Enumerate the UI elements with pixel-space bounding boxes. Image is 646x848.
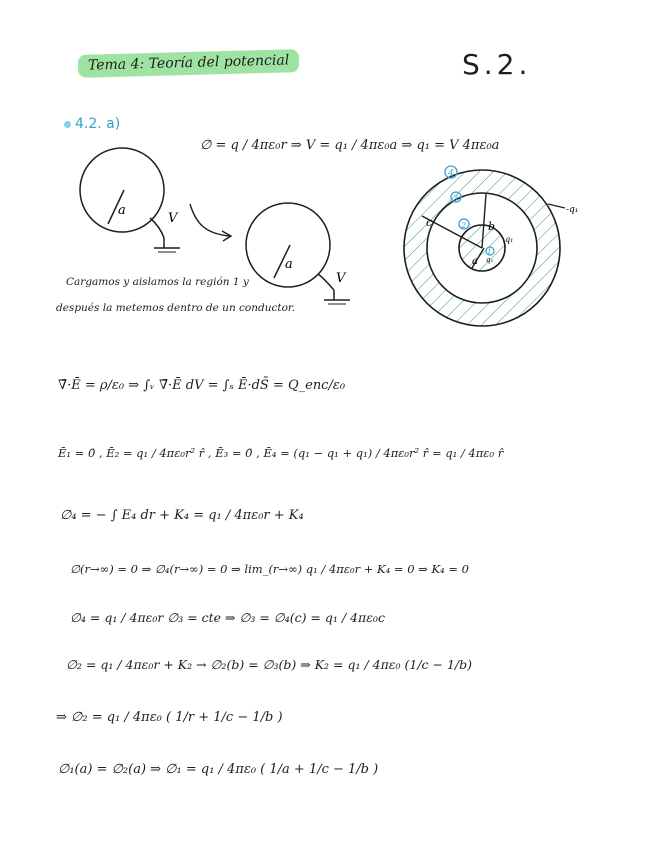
sphere-1-radius-label: a [118,203,126,218]
note-line-2: después la metemos dentro de un conductor. [56,302,296,314]
shell-inner-radius-label: a [472,256,478,267]
charge-inner-label: q₁ [486,256,494,264]
region-1-label: 1 [487,248,492,256]
note-line-1: Cargamos y aislamos la región 1 y [66,276,249,288]
equation-potential-1: ∅₁(a) = ∅₂(a) ⇒ ∅₁ = q₁ / 4πε₀ ( 1/a + 1/c − 1/b ) [58,762,379,777]
page-number: S.2. [462,48,532,81]
equation-potential-2: ⇒ ∅₂ = q₁ / 4πε₀ ( 1/r + 1/c − 1/b ) [56,710,283,725]
sphere-2-potential-label: V [336,271,346,286]
arrow-icon [190,204,230,236]
region-4-label: 4 [448,169,454,179]
equation-potential-3: ∅₄ = q₁ / 4πε₀r ∅₃ = cte ⇒ ∅₃ = ∅₄(c) = q₁ / 4πε₀c [70,610,385,625]
region-3-label: 3 [453,194,459,203]
charge-outer-label: -q₁ [566,205,579,215]
sphere-1-potential-label: V [168,211,178,226]
sphere-1-drawing [80,148,180,252]
equation-fields: Ē₁ = 0̄ , Ē₂ = q₁ / 4πε₀r² r̂ , Ē₃ = 0̄ , Ē₄ = (q₁ − q₁ + q₁) / 4πε₀r² r̂ = q₁ / 4πε₀ r̂ [58,446,504,460]
region-2-label: 2 [461,221,467,230]
equation-potential-4: ∅₄ = − ∫ E₄ dr + K₄ = q₁ / 4πε₀r + K₄ [60,508,304,523]
sphere-2-drawing [246,203,350,304]
concentric-shells-drawing [404,166,565,326]
equation-limit: ∅(r→∞) = 0 ⇒ ∅₄(r→∞) = 0 ⇒ lim_(r→∞) q₁ / 4πε₀r + K₄ = 0 ⇒ K₄ = 0 [70,562,469,576]
shell-outer-radius-label: c [426,216,433,229]
shell-middle-radius-label: b [488,220,496,233]
sphere-2-radius-label: a [285,257,293,272]
page-title: Tema 4: Teoría del potencial [78,49,300,78]
equation-potential-2-const: ∅₂ = q₁ / 4πε₀r + K₂ → ∅₂(b) = ∅₃(b) ⇒ K₂ = q₁ / 4πε₀ (1/c − 1/b) [66,657,472,672]
charge-mid-label: q₁ [505,235,514,244]
equation-gauss: ∇̄·Ē = ρ/ε₀ ⇒ ∫ᵥ ∇̄·Ē dV = ∫ₛ Ē·dS̄ = Q_enc/ε₀ [58,378,346,393]
equation-potential-sphere: ∅ = q / 4πε₀r ⇒ V = q₁ / 4πε₀a ⇒ q₁ = V 4πε₀a [200,138,500,153]
problem-label-text: 4.2. a) [75,116,121,132]
